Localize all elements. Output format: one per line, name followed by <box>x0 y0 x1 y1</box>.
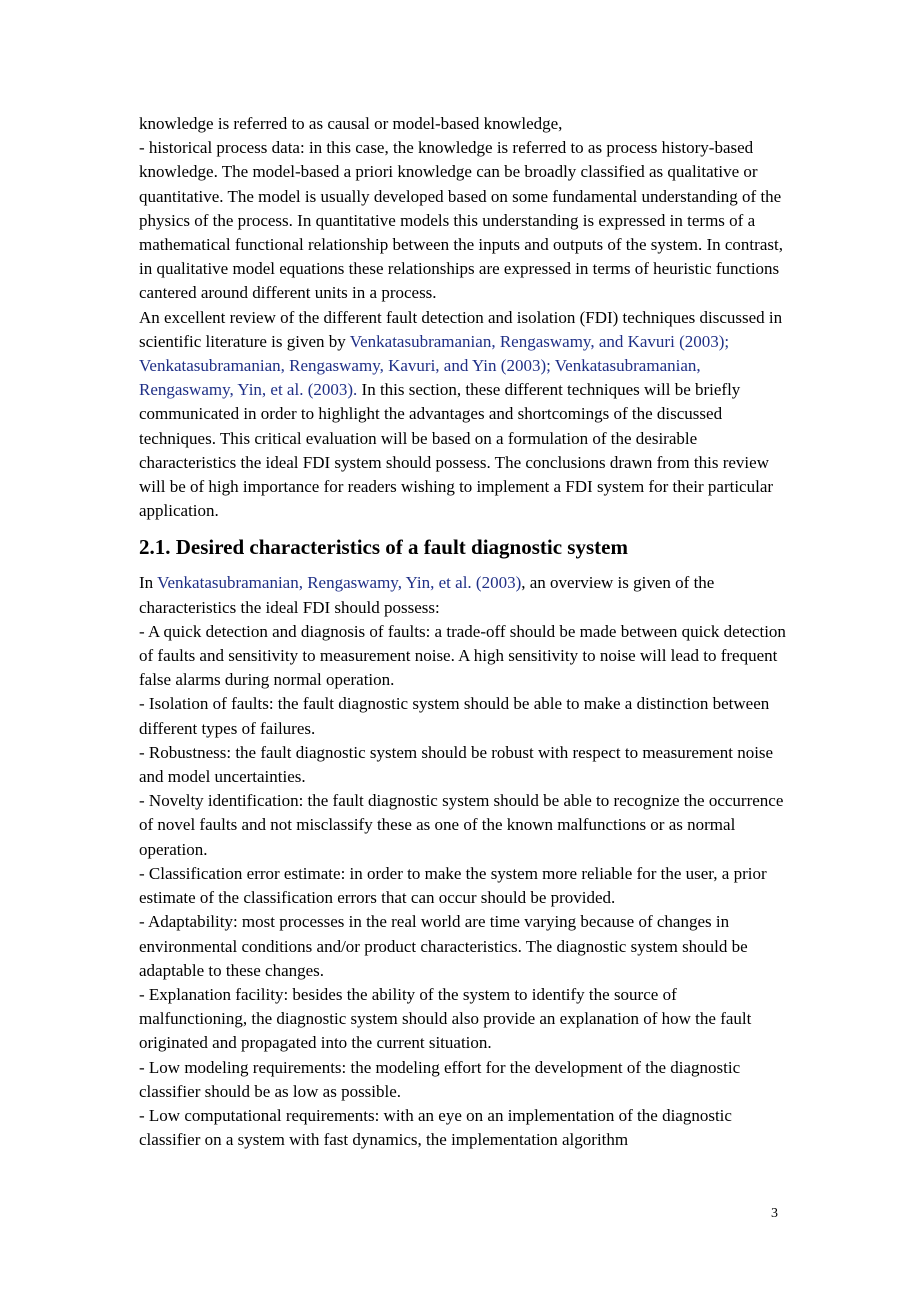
page-number: 3 <box>771 1206 778 1221</box>
paragraph-historical-data: - historical process data: in this case, the knowledge is referred to as process history-based knowledge. The model-based a priori knowledge can be broadly classified as qualitative or quantitative. The model is usually developed based on some fundamental understanding of the physics of the process. In quantitative models this understanding is expressed in terms of a mathematical functional relationship between the inputs and outputs of the system. In contrast, in qualitative model equations these relationships are expressed in terms of heuristic functions cantered around different units in a process. <box>139 138 783 303</box>
list-item-quick-detection: - A quick detection and diagnosis of faults: a trade-off should be made between quick detection of faults and sensitivity to measurement noise. A high sensitivity to noise will lead to frequent false alarms during normal operation. <box>139 621 786 690</box>
section-heading: 2.1. Desired characteristics of a fault diagnostic system <box>139 535 628 560</box>
list-item-adaptability: - Adaptability: most processes in the real world are time varying because of changes in environmental conditions and/or product characteristics. The diagnostic system should be adaptable to these changes. <box>139 912 748 980</box>
review-citation-link[interactable]: Venkatasubramanian, Rengaswamy, and Kavuri (2003); Venkatasubramanian, Rengaswamy, Kavuri, and Yin (2003); Venkatasubramanian, Rengaswamy, Yin, et al. (2003). <box>139 331 730 400</box>
list-item-low-modeling: - Low modeling requirements: the modeling effort for the development of the diagnostic classifier should be as low as possible. <box>139 1057 741 1101</box>
review-text-after: In this section, these different techniques will be briefly communicated in order to highlight the advantages and shortcomings of the discussed techniques. This critical evaluation will be based on a formulation of the desirable characteristics the ideal FDI system should possess. The conclusions drawn from this review will be of high importance for readers wishing to implement a FDI system for their particular application. <box>139 380 774 521</box>
paragraph-review <box>139 306 789 524</box>
paragraph-section-lead <box>139 571 789 619</box>
body-text <box>139 112 789 1152</box>
list-item-novelty: - Novelty identification: the fault diagnostic system should be able to recognize the occurrence of novel faults and not misclassify these as one of the known malfunctions or as normal operation. <box>139 791 784 859</box>
list-item-classification-error: - Classification error estimate: in order to make the system more reliable for the user, a prior estimate of the classification errors that can occur should be provided. <box>139 863 767 908</box>
list-item-robustness: - Robustness: the fault diagnostic system should be robust with respect to measurement noise and model uncertainties. <box>139 742 774 787</box>
lead-text-after: , an overview is given of the characteristics the ideal FDI should possess: <box>139 573 715 617</box>
list-item-explanation: - Explanation facility: besides the ability of the system to identify the source of malfunctioning, the diagnostic system should also provide an explanation of how the fault originated and propagated into the current situation. <box>139 984 752 1053</box>
review-text-before: An excellent review of the different fault detection and isolation (FDI) techniques discussed in scientific literature is given by <box>139 307 783 351</box>
lead-citation-link[interactable]: Venkatasubramanian, Rengaswamy, Yin, et al. (2003) <box>157 573 522 593</box>
list-item-isolation: - Isolation of faults: the fault diagnostic system should be able to make a distinction between different types of failures. <box>139 694 770 738</box>
lead-text-before: In <box>139 573 158 593</box>
paragraph-causal-knowledge: knowledge is referred to as causal or model-based knowledge, <box>139 114 563 133</box>
list-item-low-computational: - Low computational requirements: with an eye on an implementation of the diagnostic classifier on a system with fast dynamics, the implementation algorithm <box>139 1105 732 1150</box>
